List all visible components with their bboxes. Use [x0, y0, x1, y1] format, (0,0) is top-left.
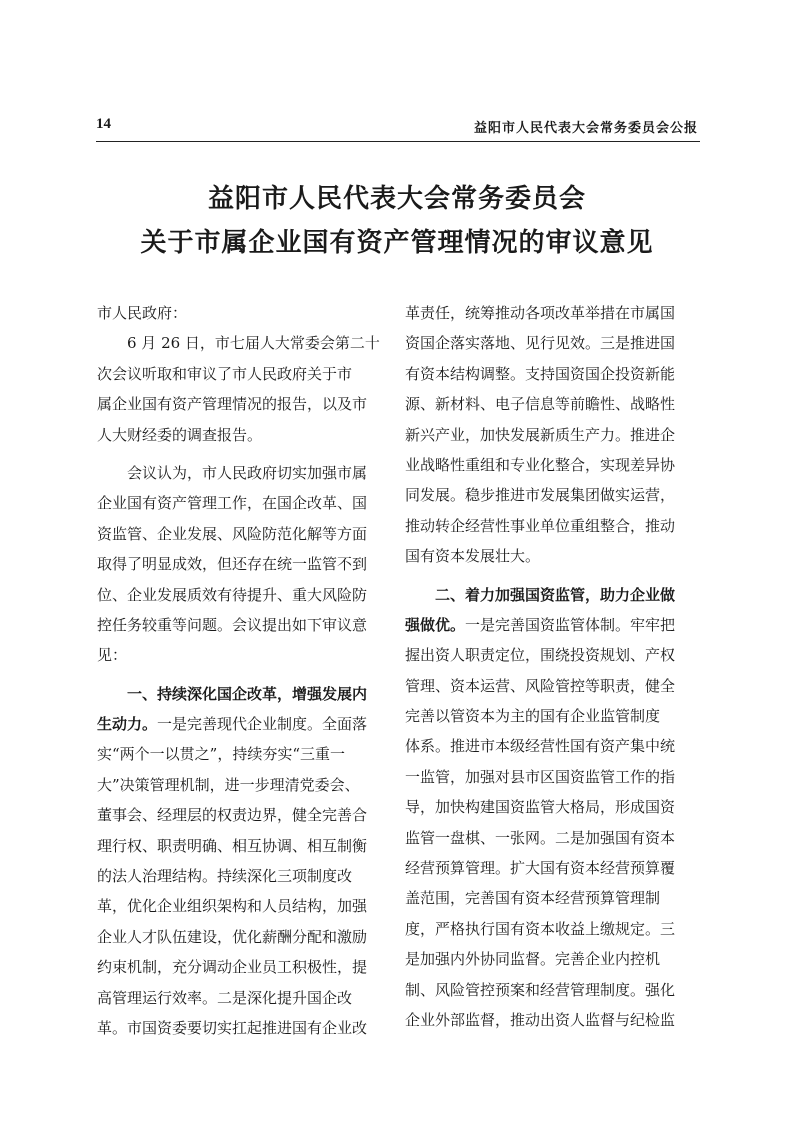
body-text: 革，优化企业组织架构和人员结构，加强 [97, 897, 368, 916]
body-text: 董事会、经理层的权责边界，健全完善合 [97, 806, 368, 825]
text-line [405, 298, 697, 328]
header-rule [96, 141, 700, 142]
body-text: 理行权、职责明确、相互协调、相互制衡 [97, 836, 368, 855]
body-text: 完善以管资本为主的国有企业监管制度 [405, 707, 661, 726]
text-line [97, 549, 389, 579]
document-title-line-1: 益阳市人民代表大会常务委员会 [207, 184, 586, 214]
body-text: 同发展。稳步推进市发展集团做实运营， [405, 486, 676, 505]
text-line [97, 610, 389, 640]
body-text: 企业外部监督，推动出资人监督与纪检监 [405, 1010, 676, 1029]
paragraph-gap [97, 671, 389, 679]
text-line [405, 328, 697, 358]
body-text: 高管理运行效率。二是深化提升国企改 [97, 988, 353, 1007]
running-header [96, 114, 698, 140]
text-line [405, 944, 697, 974]
body-text: 革。市国资委要切实扛起推进国有企业改 [97, 1018, 368, 1037]
text-line [405, 480, 697, 510]
text-line [97, 770, 389, 800]
publication-title: 益阳市人民代表大会常务委员会公报 [473, 121, 698, 136]
text-line [405, 701, 697, 731]
body-text: 次会议听取和审议了市人民政府关于市 [97, 364, 353, 383]
body-text: 市人民政府： [97, 304, 188, 322]
text-line [97, 328, 389, 358]
body-text: 控任务较重等问题。会议提出如下审议意 [97, 615, 368, 634]
text-line [405, 1005, 697, 1035]
body-text: 人大财经委的调查报告。 [97, 425, 263, 444]
body-text: 企业人才队伍建设，优化薪酬分配和激励 [97, 927, 368, 946]
text-line [405, 389, 697, 419]
text-line [405, 511, 697, 541]
text-line [97, 922, 389, 952]
right-text-column [405, 298, 697, 1035]
body-text: 一是完善国资监管体制。牢牢把 [465, 615, 676, 634]
text-line [97, 800, 389, 830]
body-text: 位、企业发展质效有待提升、重大风险防 [97, 585, 368, 604]
text-line [97, 420, 389, 450]
text-line [97, 739, 389, 769]
text-line [97, 298, 389, 328]
text-line [405, 762, 697, 792]
text-line [405, 731, 697, 761]
page-number: 14 [96, 116, 111, 132]
body-text: 推动转企经营性事业单位重组整合，推动 [405, 516, 676, 535]
text-line [405, 671, 697, 701]
body-text: 资监管、企业发展、风险防范化解等方面 [97, 524, 368, 543]
section-heading-text: 一、持续深化国企改革，增强发展内 [97, 684, 368, 703]
text-line [405, 975, 697, 1005]
body-text: 导，加快构建国资监管大格局，形成国资 [405, 798, 676, 817]
text-line [97, 952, 389, 982]
body-text: 管理、资本运营、风险管控等职责，健全 [405, 676, 676, 695]
text-line [97, 709, 389, 739]
text-line [405, 580, 697, 610]
text-line [97, 891, 389, 921]
body-text: 一是完善现代企业制度。全面落 [157, 715, 368, 734]
body-text: 度，严格执行国有资本收益上缴规定。三 [405, 919, 676, 938]
text-line [97, 519, 389, 549]
text-line [97, 389, 389, 419]
body-text: 革责任，统筹推动各项改革举措在市属国 [405, 304, 676, 322]
text-line [97, 580, 389, 610]
section-heading-text: 生动力。 [97, 715, 158, 734]
body-text: 有资本结构调整。支持国资国企投资新能 [405, 364, 676, 383]
body-text: 6 月 26 日，市七届人大常委会第二十 [97, 334, 380, 353]
text-line [405, 792, 697, 822]
body-text: 资国企落实落地、见行见效。三是推进国 [405, 334, 676, 353]
text-line [405, 541, 697, 571]
body-text: 国有资本发展壮大。 [405, 547, 541, 566]
text-line [97, 359, 389, 389]
text-line [97, 983, 389, 1013]
left-text-column [97, 298, 389, 1043]
body-text: 握出资人职责定位，围绕投资规划、产权 [405, 646, 676, 665]
text-line [405, 610, 697, 640]
text-line [405, 914, 697, 944]
body-text: 属企业国有资产管理情况的报告，以及市 [97, 395, 368, 414]
text-line [97, 458, 389, 488]
text-line [405, 450, 697, 480]
body-text: 监管一盘棋、一张网。二是加强国有资本 [405, 828, 676, 847]
body-text: 制、风险管控预案和经营管理制度。强化 [405, 980, 676, 999]
text-line [405, 823, 697, 853]
body-text: 新兴产业，加快发展新质生产力。推进企 [405, 425, 676, 444]
body-text: 的法人治理结构。持续深化三项制度改 [97, 867, 353, 886]
text-line [97, 488, 389, 518]
paragraph-gap [405, 572, 697, 580]
body-text: 会议认为，市人民政府切实加强市属 [97, 463, 368, 482]
text-line [97, 1013, 389, 1043]
text-line [97, 640, 389, 670]
text-line [97, 831, 389, 861]
text-line [405, 359, 697, 389]
body-text: 大”决策管理机制，进一步理清党委会、 [97, 775, 360, 794]
text-line [405, 883, 697, 913]
text-line [405, 640, 697, 670]
body-text: 盖范围，完善国有资本经营预算管理制 [405, 889, 661, 908]
section-heading-text: 二、着力加强国资监管，助力企业做 [405, 585, 676, 604]
text-line [97, 679, 389, 709]
body-text: 是加强内外协同监督。完善企业内控机 [405, 950, 661, 969]
body-text: 源、新材料、电子信息等前瞻性、战略性 [405, 395, 676, 414]
body-text: 一监管，加强对县市区国资监管工作的指 [405, 767, 676, 786]
document-title-line-2: 关于市属企业国有资产管理情况的审议意见 [140, 228, 654, 258]
body-text: 见： [97, 646, 128, 665]
body-text: 经营预算管理。扩大国有资本经营预算覆 [405, 859, 676, 878]
body-text: 体系。推进市本级经营性国有资产集中统 [405, 737, 676, 756]
body-text: 约束机制，充分调动企业员工积极性，提 [97, 958, 368, 977]
body-text: 企业国有资产管理工作，在国企改革、国 [97, 494, 368, 513]
text-line [405, 853, 697, 883]
body-text: 实“两个一以贯之”，持续夯实“三重一 [97, 745, 346, 764]
body-text: 取得了明显成效，但还存在统一监管不到 [97, 555, 368, 574]
text-line [405, 420, 697, 450]
text-line [97, 861, 389, 891]
paragraph-gap [97, 450, 389, 458]
body-text: 业战略性重组和专业化整合，实现差异协 [405, 455, 676, 474]
section-heading-text: 强做优。 [405, 615, 466, 634]
